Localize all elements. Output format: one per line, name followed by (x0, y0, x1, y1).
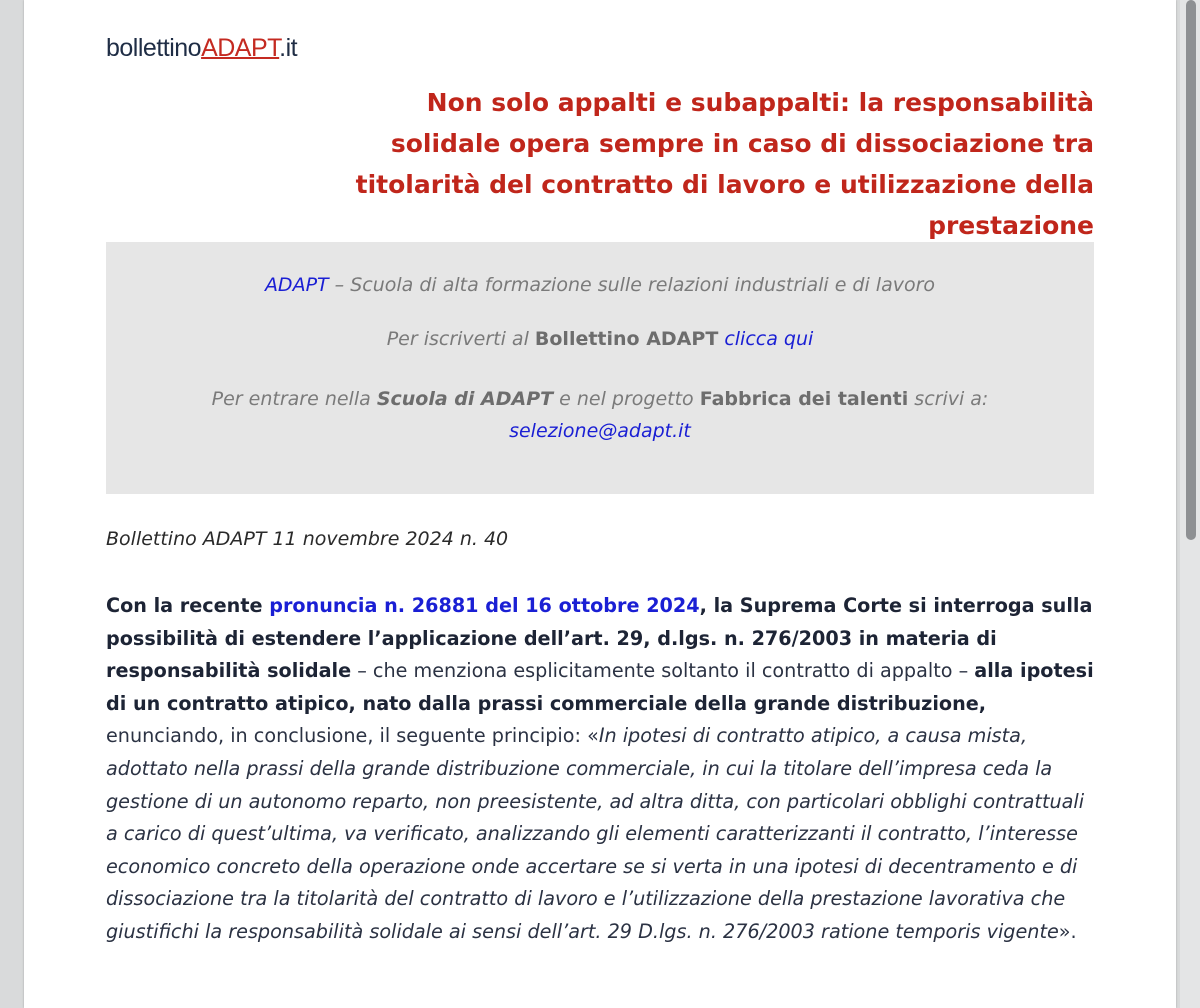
join-prefix: Per entrare nella (211, 388, 377, 410)
logo-text-bollettino: bollettino (106, 34, 202, 62)
ruling-link[interactable]: pronuncia n. 26881 del 16 ottobre 2024 (269, 594, 700, 617)
intro-aside: – che menziona esplicitamente soltanto il contratto di appalto – (351, 659, 975, 683)
article-body (106, 590, 1096, 949)
email-link[interactable]: selezione@adapt.it (509, 420, 691, 442)
scrollbar-thumb[interactable] (1186, 0, 1196, 540)
join-middle: e nel progetto (553, 388, 700, 410)
fabbrica-label: Fabbrica dei talenti (699, 388, 909, 410)
info-line-subscribe (106, 328, 1094, 350)
info-box (106, 242, 1094, 494)
site-logo[interactable] (106, 34, 297, 63)
logo-text-domain: .it (279, 34, 298, 62)
intro-bold-continued: , la Suprema Corte si interroga sulla possibilità di estendere l’applicazione dell’art. 29, d.lgs. n. 276/2003 in materia di responsabilità solidale (106, 594, 1093, 683)
bollettino-label: Bollettino ADAPT (534, 328, 719, 350)
scuola-label: Scuola di ADAPT (376, 388, 554, 410)
article-page (24, 0, 1176, 1008)
principle-quote: In ipotesi di contratto atipico, a causa mista, adottato nella prassi della grande distribuzione commerciale, in cui la titolare dell’impresa ceda la gestione di un autonomo reparto, non preesistente, ad altra ditta, con particolari obblighi contrattuali a carico di quest’ultima, va verificato, analizzando gli elementi caratterizzanti il contratto, l’interesse economico concreto della operazione onde accertare se si verta in una ipotesi di decentramento e di dissociazione tra la titolarità del contratto di lavoro e l’utilizzazione della prestazione lavorativa che giustifichi la responsabilità solidale ai sensi dell’art. 29 D.lgs. n. 276/2003 ratione temporis vigente (106, 724, 1085, 943)
subscribe-prefix: Per iscriverti al (386, 328, 535, 350)
info-line-school-join (106, 383, 1094, 447)
join-suffix: scrivi a: (908, 388, 989, 410)
issue-dateline: Bollettino ADAPT 11 novembre 2024 n. 40 (106, 528, 509, 550)
quote-close: ». (1058, 919, 1077, 943)
intro-bold-end: alla ipotesi di un contratto atipico, nato dalla prassi commerciale della grande distribuzione, (106, 659, 1094, 715)
intro-principle-lead: enunciando, in conclusione, il seguente principio: « (106, 724, 599, 748)
intro-bold: Con la recente (106, 594, 270, 617)
logo-text-adapt: ADAPT (201, 34, 280, 62)
info-line-school (106, 274, 1094, 296)
article-title: Non solo appalti e subappalti: la responsabilità solidale opera sempre in caso di dissociazione tra titolarità del contratto di lavoro e utilizzazione della prestazione (355, 88, 1094, 240)
school-description: – Scuola di alta formazione sulle relazioni industriali e di lavoro (328, 274, 936, 296)
scrollbar[interactable] (1180, 0, 1200, 1008)
subscribe-link[interactable]: clicca qui (724, 328, 814, 350)
adapt-link[interactable]: ADAPT (264, 274, 329, 296)
